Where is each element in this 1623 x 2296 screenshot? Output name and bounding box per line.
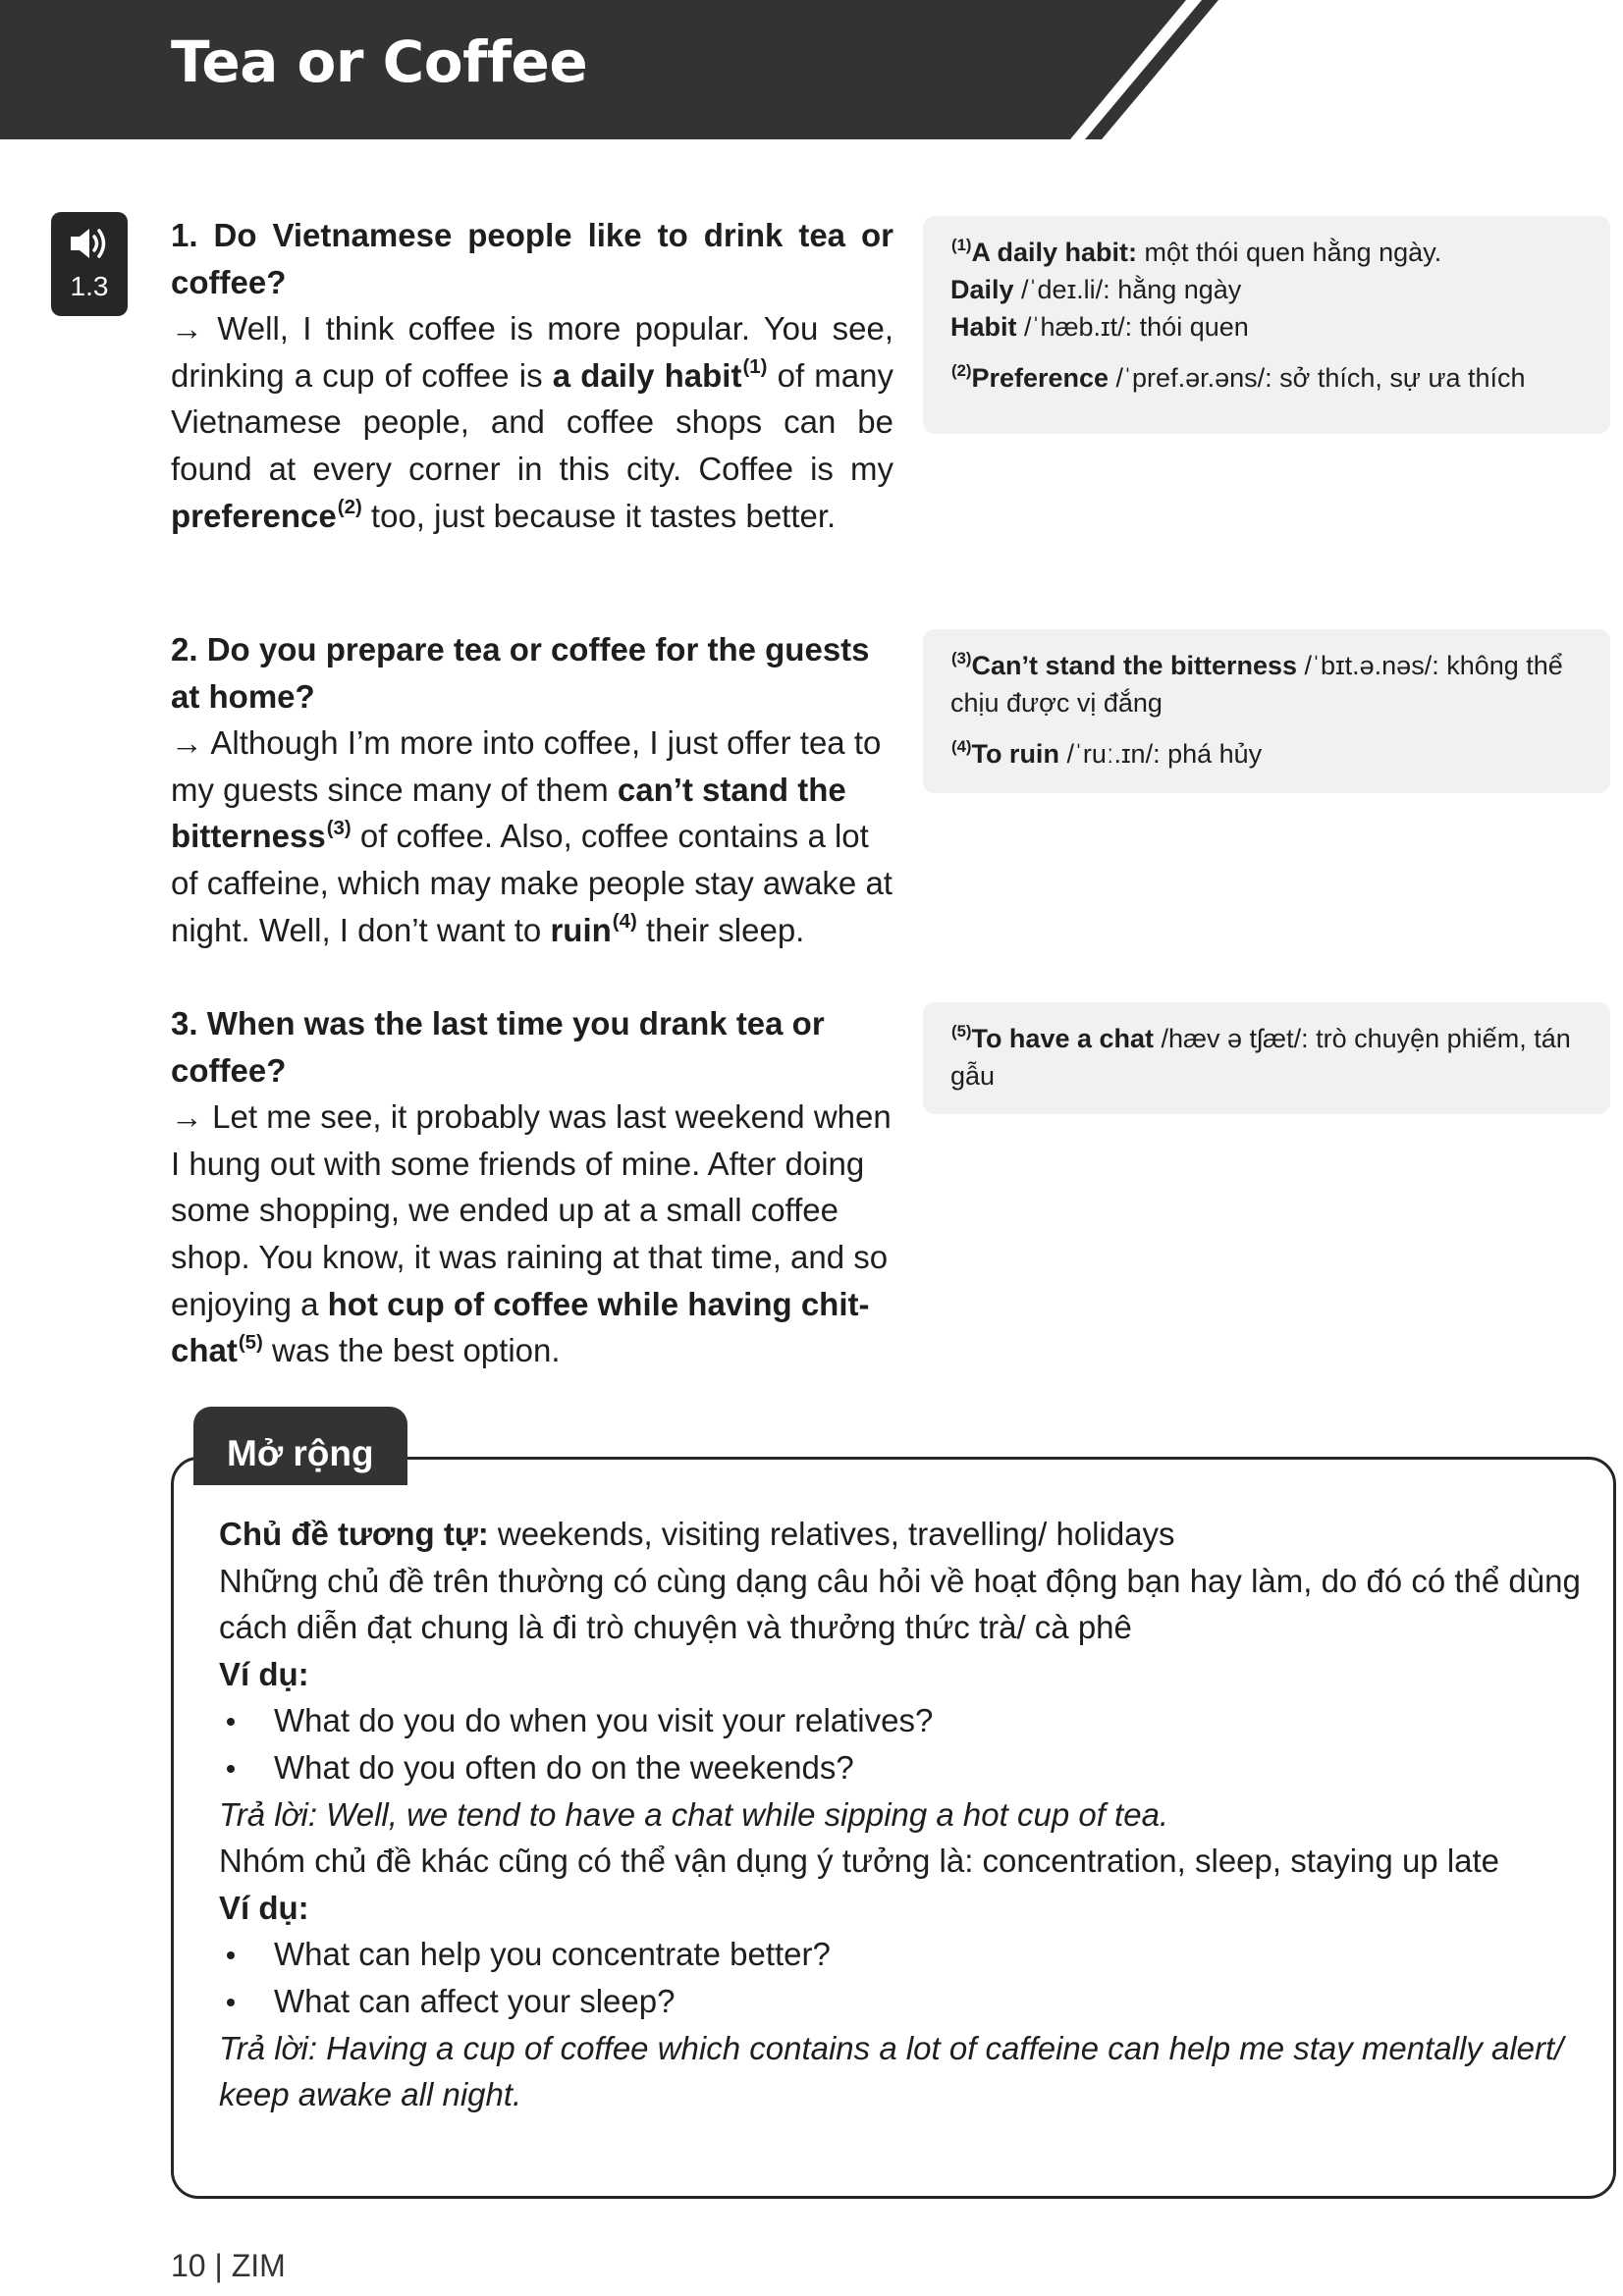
answer-3: → Let me see, it probably was last weekend when I hung out with some friends of mine. After doing some shopping, we ended up at a small coffee shop. You know, it was raining at that time, and so enjoying a hot cup of coffee while having chit-chat$^{(5)}$ was the best option. (171, 1098, 892, 1369)
vocab-entry: Daily /ˈdeɪ.li/: hằng ngày (950, 275, 1242, 304)
vocab-box-1 (923, 216, 1610, 434)
question-block-2 (171, 626, 893, 953)
question-2 (171, 626, 893, 720)
question-text: Do you prepare tea or coffee for the guests at home? (171, 631, 870, 715)
example-list-2 (219, 1931, 1594, 2024)
highlight-phrase: can’t stand the bitterness (171, 771, 846, 855)
similar-topics: Chủ đề tương tự: weekends, visiting relatives, travelling/ holidays (219, 1516, 1175, 1552)
footnote-ref: (1) (742, 355, 768, 379)
question-text: When was the last time you drank tea or coffee? (171, 1005, 825, 1089)
question-block-1 (171, 212, 893, 539)
vocab-entry: $^{(2)}$Preference /ˈpref.ər.əns/: sở thích, sự ưa thích (951, 361, 1526, 393)
list-item: What do you do when you visit your relatives? (219, 1697, 1594, 1744)
list-item: What can help you concentrate better? (219, 1931, 1594, 1978)
highlight-phrase: hot cup of coffee while having chit-chat (171, 1285, 870, 1369)
sample-answer-2: Trả lời: Having a cup of coffee which contains a lot of caffeine can help me stay mentally alert/ keep awake all night. (219, 2029, 1564, 2113)
expand-content (219, 1511, 1594, 2118)
page-footer: 10 | ZIM (171, 2248, 286, 2283)
answer-1: → Well, I think coffee is more popular. You see, drinking a cup of coffee is a daily habit$^{(1)}$ of many Vietnamese people, and coffee shops can be found at every corner in this city. Coffee is my preference$^{(2)}$ too, just because it tastes better. (171, 310, 893, 534)
list-item: What can affect your sleep? (219, 1978, 1594, 2025)
question-text: Do Vietnamese people like to drink tea or coffee? (171, 217, 893, 300)
footnote-ref: (2) (337, 496, 362, 519)
footnote-ref: (3) (326, 817, 352, 840)
question-number: 2. (171, 631, 198, 667)
example-label-1: Ví dụ: (219, 1655, 309, 1692)
question-number: 1. (171, 217, 198, 253)
expand-tab-label: Mở rộng (193, 1407, 407, 1485)
vocab-entry: $^{(1)}$A daily habit: một thói quen hằng ngày. (951, 236, 1442, 267)
question-1 (171, 212, 893, 305)
highlight-phrase: preference (171, 497, 337, 534)
highlight-phrase: ruin (550, 911, 612, 948)
list-item: What do you often do on the weekends? (219, 1744, 1594, 1791)
vocab-entry: Habit /ˈhæb.ɪt/: thói quen (950, 312, 1249, 342)
footnote-ref: (5) (238, 1330, 263, 1354)
vocab-entry: $^{(3)}$Can’t stand the bitterness /ˈbɪt.ə.nəs/: không thể chịu được vị đắng (950, 649, 1563, 718)
sample-answer-1: Trả lời: Well, we tend to have a chat while sipping a hot cup of tea. (219, 1795, 1169, 1833)
example-list-1 (219, 1697, 1594, 1790)
vocab-entry: $^{(4)}$To ruin /ˈruː.ɪn/: phá hủy (951, 737, 1263, 769)
vocab-box-2 (923, 629, 1610, 793)
question-3 (171, 1000, 893, 1094)
question-block-3 (171, 1000, 893, 1374)
expand-note-1: Những chủ đề trên thường có cùng dạng câu hỏi về hoạt động bạn hay làm, do đó có thể dùng cách diễn đạt chung là đi trò chuyện và thưởng thức trà/ cà phê (219, 1562, 1581, 1646)
answer-2: → Although I’m more into coffee, I just offer tea to my guests since many of them can’t stand the bitterness$^{(3)}$ of coffee. Also, coffee contains a lot of caffeine, which may make people stay awake at night. Well, I don’t want to ruin$^{(4)}$ their sleep. (171, 724, 893, 948)
expand-note-2: Nhóm chủ đề khác cũng có thể vận dụng ý tưởng là: concentration, sleep, staying up late (219, 1842, 1500, 1880)
vocab-entry: $^{(5)}$To have a chat /hæv ə tʃæt/: trò chuyện phiếm, tán gẫu (950, 1022, 1571, 1091)
header-banner (0, 0, 1623, 139)
audio-track-button[interactable] (51, 212, 128, 316)
page-title: Tea or Coffee (171, 28, 588, 95)
question-number: 3. (171, 1005, 198, 1041)
footnote-ref: (4) (612, 910, 637, 934)
audio-track-number: 1.3 (70, 271, 109, 301)
example-label-2: Ví dụ: (219, 1889, 309, 1926)
speaker-icon (69, 226, 110, 261)
vocab-box-3 (923, 1002, 1610, 1114)
highlight-phrase: a daily habit (552, 356, 742, 394)
